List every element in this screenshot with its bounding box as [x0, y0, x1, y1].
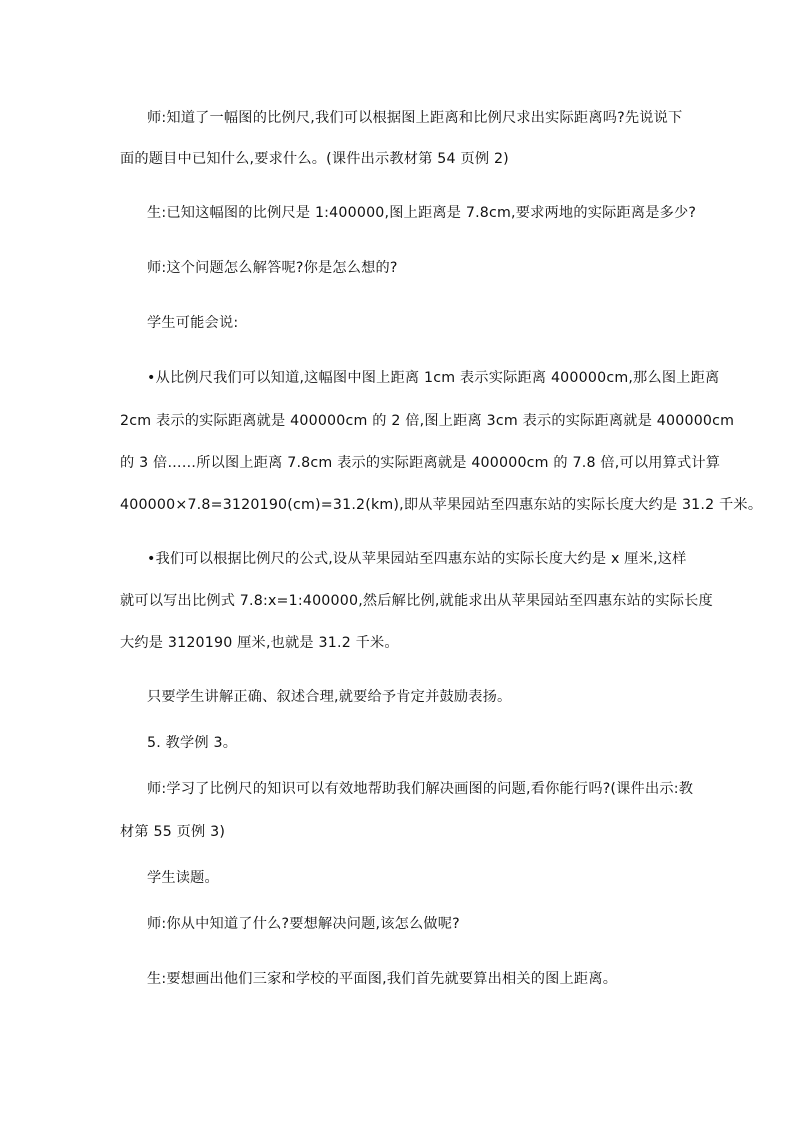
paragraph-line: 学生可能会说:	[147, 315, 239, 331]
paragraph-line: 师:知道了一幅图的比例尺,我们可以根据图上距离和比例尺求出实际距离吗?先说说下	[147, 110, 683, 126]
paragraph-line: 师:学习了比例尺的知识可以有效地帮助我们解决画图的问题,看你能行吗?(课件出示:教	[147, 781, 694, 797]
paragraph-line: 的 3 倍……所以图上距离 7.8cm 表示的实际距离就是 400000cm 的 7.8 倍,可以用算式计算	[120, 455, 721, 471]
paragraph-line: 只要学生讲解正确、叙述合理,就要给予肯定并鼓励表扬。	[147, 689, 512, 705]
paragraph-line: 大约是 3120190 厘米,也就是 31.2 千米。	[120, 635, 399, 651]
paragraph-line: 生:已知这幅图的比例尺是 1:400000,图上距离是 7.8cm,要求两地的实际距离是多少?	[147, 205, 697, 221]
section-heading: 5. 教学例 3。	[147, 735, 238, 751]
paragraph-line: 2cm 表示的实际距离就是 400000cm 的 2 倍,图上距离 3cm 表示的实际距离就是 400000cm	[120, 413, 735, 429]
paragraph-line: 面的题目中已知什么,要求什么。(课件出示教材第 54 页例 2)	[120, 151, 509, 167]
paragraph-line: 学生读题。	[147, 870, 219, 886]
paragraph-line: 就可以写出比例式 7.8:x=1:400000,然后解比例,就能求出从苹果园站至四惠东站的实际长度	[120, 593, 713, 609]
paragraph-line: 材第 55 页例 3)	[120, 824, 226, 840]
bullet-line: •我们可以根据比例尺的公式,设从苹果园站至四惠东站的实际长度大约是 x 厘米,这样	[147, 551, 687, 567]
bullet-line: •从比例尺我们可以知道,这幅图中图上距离 1cm 表示实际距离 400000cm,那么图上距离	[147, 370, 720, 386]
paragraph-line: 师:这个问题怎么解答呢?你是怎么想的?	[147, 260, 398, 276]
paragraph-line: 师:你从中知道了什么?要想解决问题,该怎么做呢?	[147, 916, 460, 932]
paragraph-line: 生:要想画出他们三家和学校的平面图,我们首先就要算出相关的图上距离。	[147, 971, 618, 987]
paragraph-line: 400000×7.8=3120190(cm)=31.2(km),即从苹果园站至四惠东站的实际长度大约是 31.2 千米。	[120, 497, 763, 513]
